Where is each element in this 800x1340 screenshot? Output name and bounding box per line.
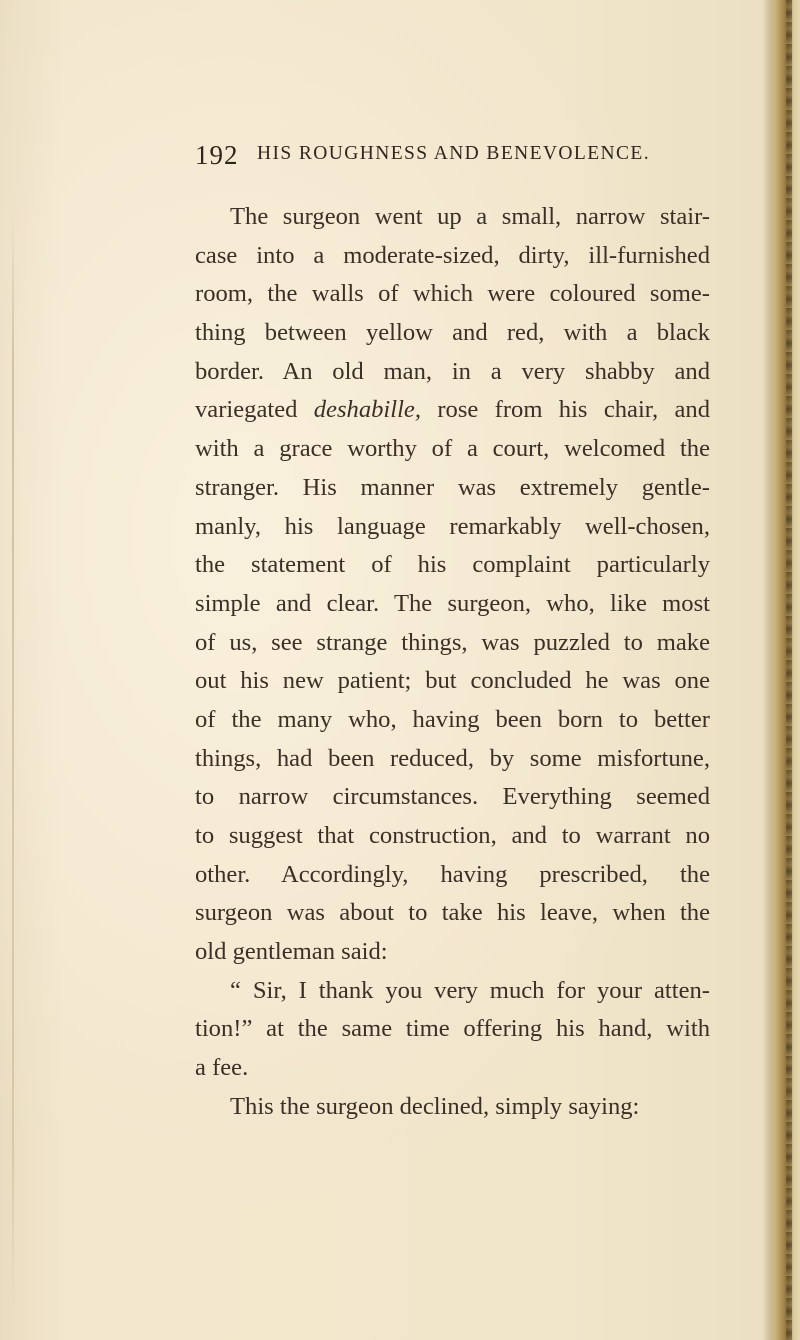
text-segment: rose from his chair, and [421, 396, 710, 424]
text-line: tion!” at the same time offering his hand, with [195, 1015, 710, 1043]
text-line [195, 391, 710, 430]
text-line: This the surgeon declined, simply saying: [230, 1092, 640, 1120]
text-line: of us, see strange things, was puzzled to make [195, 628, 710, 656]
text-line: to narrow circumstances. Everything seemed [195, 783, 710, 811]
text-line: with a grace worthy of a court, welcomed the [195, 435, 710, 463]
page-edge-stain [786, 0, 792, 1340]
text-line: surgeon was about to take his leave, when the [195, 899, 710, 927]
chapter-title: HIS ROUGHNESS AND BENEVOLENCE. [257, 143, 651, 164]
text-line: out his new patient; but concluded he was one [195, 667, 710, 695]
text-segment: variegated [195, 396, 314, 424]
text-line: The surgeon went up a small, narrow stair- [230, 203, 710, 230]
body-text [195, 198, 710, 1127]
text-line: of the many who, having been born to better [195, 705, 710, 733]
text-line: a fee. [195, 1054, 249, 1082]
text-line: to suggest that construction, and to warrant no [195, 822, 710, 849]
text-line: things, had been reduced, by some misfortune, [195, 744, 710, 772]
text-line: the statement of his complaint particularly [195, 551, 710, 579]
text-line: manly, his language remarkably well-chosen, [195, 512, 710, 540]
running-head [195, 140, 715, 180]
page-edge-shadow [762, 0, 800, 1340]
italic-term: deshabille, [313, 396, 421, 424]
text-line: “ Sir, I thank you very much for your atten- [230, 976, 710, 1004]
text-line: room, the walls of which were coloured some- [195, 280, 710, 308]
page-fold-line [12, 210, 14, 1310]
text-line: old gentleman said: [195, 938, 388, 966]
text-line: case into a moderate-sized, dirty, ill-furnished [195, 241, 710, 269]
text-line: other. Accordingly, having prescribed, the [195, 860, 710, 888]
text-line: border. An old man, in a very shabby and [195, 357, 710, 385]
text-line: simple and clear. The surgeon, who, like most [195, 589, 710, 617]
text-line: stranger. His manner was extremely gentle- [195, 473, 710, 501]
page-number: 192 [195, 140, 239, 170]
text-line: thing between yellow and red, with a black [195, 319, 710, 347]
